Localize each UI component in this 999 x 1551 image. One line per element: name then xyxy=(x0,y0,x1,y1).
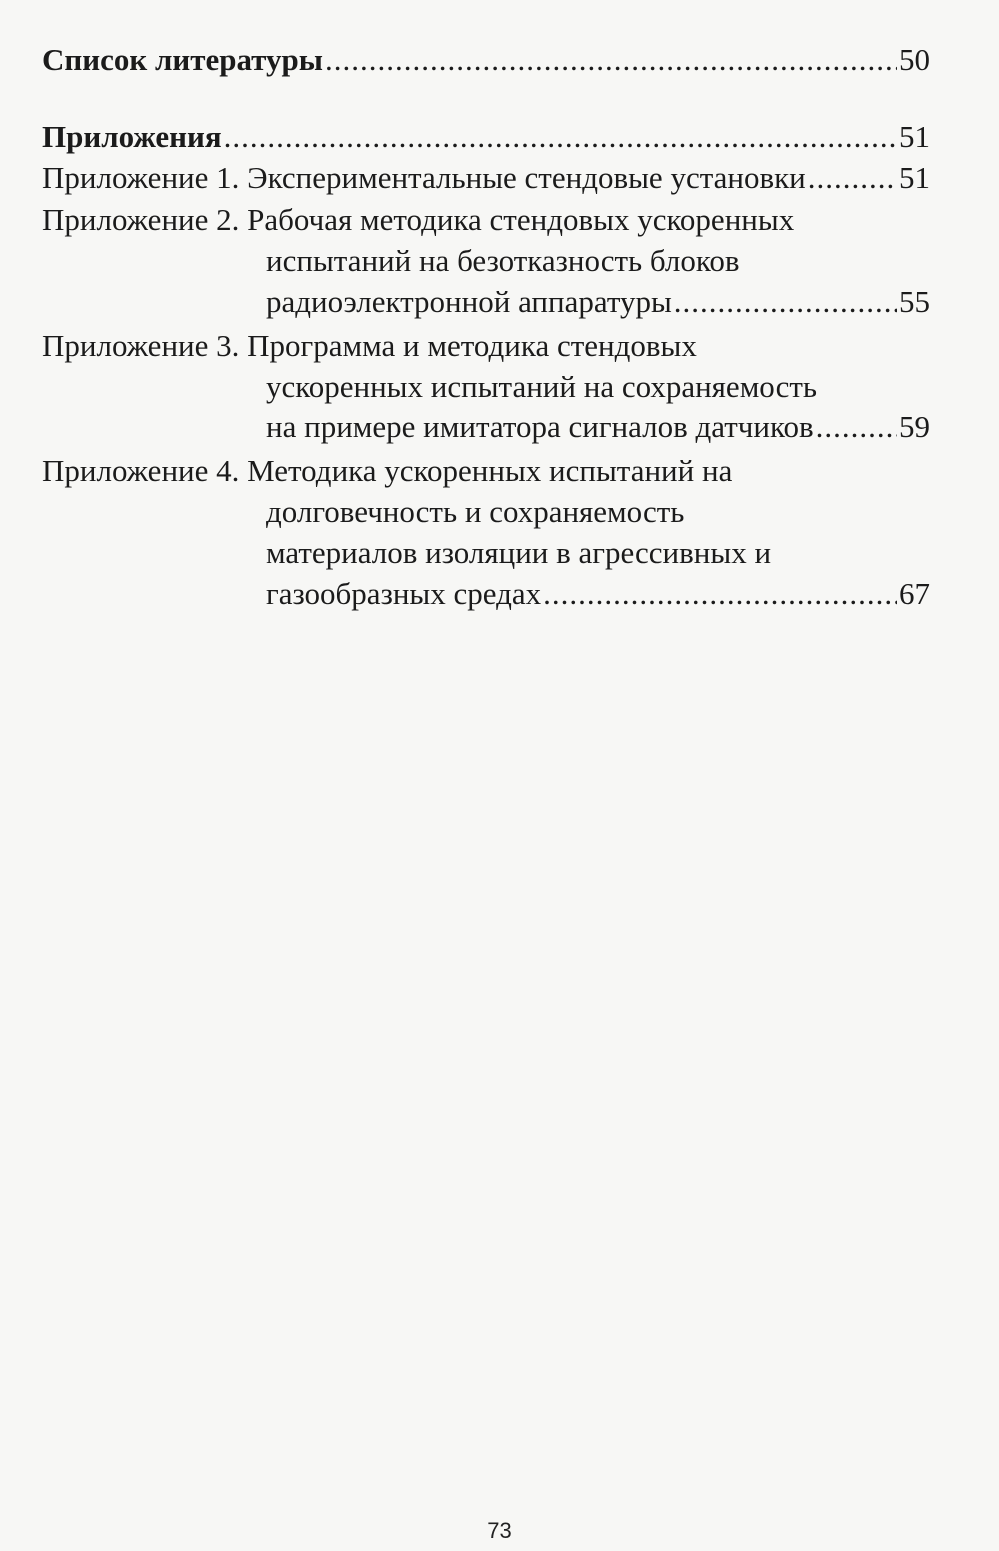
toc-page-number: 67 xyxy=(899,576,930,611)
leader-dots xyxy=(325,40,897,80)
toc-entry-appendix-1 xyxy=(42,158,930,198)
toc-label: Приложение 4. Методика ускоренных испытаний на xyxy=(42,453,733,488)
leader-dots xyxy=(224,117,897,157)
toc-entry-appendix-2-line1 xyxy=(42,200,930,240)
toc-label: Список литературы xyxy=(42,42,323,77)
toc-entry-appendix-2-line2: испытаний на безотказность блоков xyxy=(266,243,740,278)
toc-page-number: 50 xyxy=(899,42,930,77)
toc-entry-appendix-4-line1 xyxy=(42,451,930,491)
toc-label: Приложения xyxy=(42,119,222,154)
toc-entry-appendix-3-line1 xyxy=(42,326,930,366)
toc-page-number: 51 xyxy=(899,160,930,195)
toc-entry-appendix-3-line2: ускоренных испытаний на сохраняемость xyxy=(266,369,818,404)
leader-dots xyxy=(674,282,897,322)
leader-dots xyxy=(543,574,897,614)
toc-entry-appendices xyxy=(42,117,930,157)
toc-entry-appendix-4-line3: материалов изоляции в агрессивных и xyxy=(266,535,772,570)
toc-entry-appendix-2-line3 xyxy=(266,282,930,322)
toc-label: на примере имитатора сигналов датчиков xyxy=(266,409,814,444)
leader-dots xyxy=(816,407,897,447)
toc-label: Приложение 1. Экспериментальные стендовые установки xyxy=(42,160,806,195)
toc-label: Приложение 2. Рабочая методика стендовых ускоренных xyxy=(42,202,795,237)
toc-label: Приложение 3. Программа и методика стендовых xyxy=(42,328,697,363)
toc-page-number: 51 xyxy=(899,119,930,154)
toc-page-number: 55 xyxy=(899,284,930,319)
toc-label: газообразных средах xyxy=(266,576,542,611)
toc-entry-appendix-3-line3 xyxy=(266,407,930,447)
toc-page-number: 59 xyxy=(899,409,930,444)
toc-label: радиоэлектронной аппаратуры xyxy=(266,284,672,319)
toc-entry-appendix-4-line2: долговечность и сохраняемость xyxy=(266,494,685,529)
toc-entry-references xyxy=(42,40,930,80)
toc-entry-appendix-4-line4 xyxy=(266,574,930,614)
leader-dots xyxy=(808,158,897,198)
page-number: 73 xyxy=(487,1518,512,1543)
